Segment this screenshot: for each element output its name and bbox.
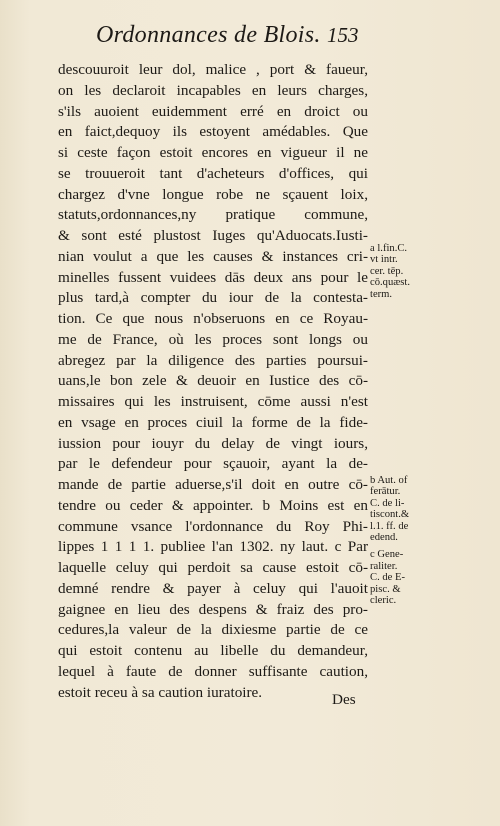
margin-note-b (370, 475, 450, 543)
text-line: statuts,ordonnances,ny pratique commune, (58, 206, 368, 224)
margin-note-line: C. de E- (370, 572, 406, 584)
margin-note-line: vt intr. (370, 254, 398, 266)
margin-note-line: raliter. (370, 560, 398, 572)
text-line: iussion pour iouyr du delay de vingt iours, (58, 434, 368, 452)
text-line: on les declaroit incapables en leurs charges, (58, 81, 368, 99)
margin-note-c (370, 549, 450, 606)
margin-note-line: b Aut. of (370, 475, 408, 487)
margin-note-line: C. de li- (370, 497, 405, 509)
text-line: tendre ou ceder & appointer. b Moins est en (58, 496, 368, 514)
text-line: plus tard,à compter du iour de la contesta- (58, 289, 368, 307)
text-line: tion. Ce que nous n'obseruons en ce Royau- (58, 310, 368, 327)
text-line: qui estoit contenu au libelle du demandeur, (58, 642, 368, 659)
text-line: gaignee en lieu des despens & fraiz des pro- (58, 600, 368, 618)
main-text-column (58, 60, 368, 703)
catchword: Des (332, 691, 356, 708)
text-line: par le defendeur pour sçauoir, ayant la de- (58, 455, 368, 473)
text-line: chargez d'vne longue robe ne sçauent loix, (58, 185, 368, 203)
margin-note-line: term. (370, 288, 393, 300)
running-title: Ordonnances de Blois. (96, 22, 321, 48)
text-line: demné rendre & payer à celuy qui l'auoit (58, 579, 368, 597)
margin-note-line: edend. (370, 532, 398, 544)
text-line: commune vsance l'ordonnance du Roy Phi- (58, 517, 368, 535)
margin-note-line: l.1. ff. de (370, 520, 409, 532)
margin-note-line: cō.quæst. (370, 277, 411, 289)
margin-note-line: a l.fin.C. (370, 243, 408, 254)
margin-note-line: ferātur. (370, 486, 401, 498)
text-line: missaires qui les instruisent, cōme aussi n'est (58, 393, 368, 410)
text-line: cedures,la valeur de la dixiesme partie de ce (58, 621, 368, 639)
text-line: laquelle celuy qui perdoit sa cause estoit cō- (58, 559, 368, 576)
page-number: 153 (327, 23, 359, 47)
text-line: s'ils auoient euidemment erré en droict ou (58, 102, 368, 120)
text-line: lippes 1 1 1 1. publiee l'an 1302. ny laut. c Par (58, 538, 368, 556)
margin-notes (370, 243, 450, 607)
text-line: nian voulut a que les causes & instances cri- (58, 247, 368, 265)
margin-note-line: tiscont.& (370, 509, 410, 521)
margin-note-line: cleric. (370, 595, 397, 607)
page-header (0, 22, 500, 52)
text-line: descouuroit leur dol, malice , port & faueur, (58, 61, 368, 78)
text-line: en faict,dequoy ils estoyent amédables. Que (58, 123, 368, 141)
margin-note-a (370, 243, 450, 300)
margin-note-line: c Gene- (370, 549, 404, 561)
text-line: uans,le bon zele & deuoir en Iustice des cō- (58, 372, 368, 390)
text-line: me de France, où les proces sont longs ou (58, 330, 368, 348)
text-line: estoit receu à sa caution iuratoire. (58, 683, 263, 701)
margin-note-line: cer. tēp. (370, 265, 404, 277)
margin-note-line: pisc. & (370, 583, 401, 595)
text-line: lequel à faute de donner suffisante caution, (58, 662, 368, 680)
text-line: & sont esté plustost Iuges qu'Aduocats.Iusti- (58, 227, 368, 244)
text-line: se trouueroit tant d'acheteurs d'offices, qui (58, 164, 368, 182)
text-line: si ceste façon estoit encores en vigueur il ne (58, 144, 368, 161)
text-line: minelles fussent vuidees dās deux ans pour le (58, 268, 368, 286)
text-line: en vsage en proces ciuil la forme de la fide- (58, 413, 368, 431)
text-line: abregez par la diligence des parties poursui- (58, 351, 368, 369)
text-line: mande de partie aduerse,s'il doit en outre cō- (58, 476, 368, 493)
